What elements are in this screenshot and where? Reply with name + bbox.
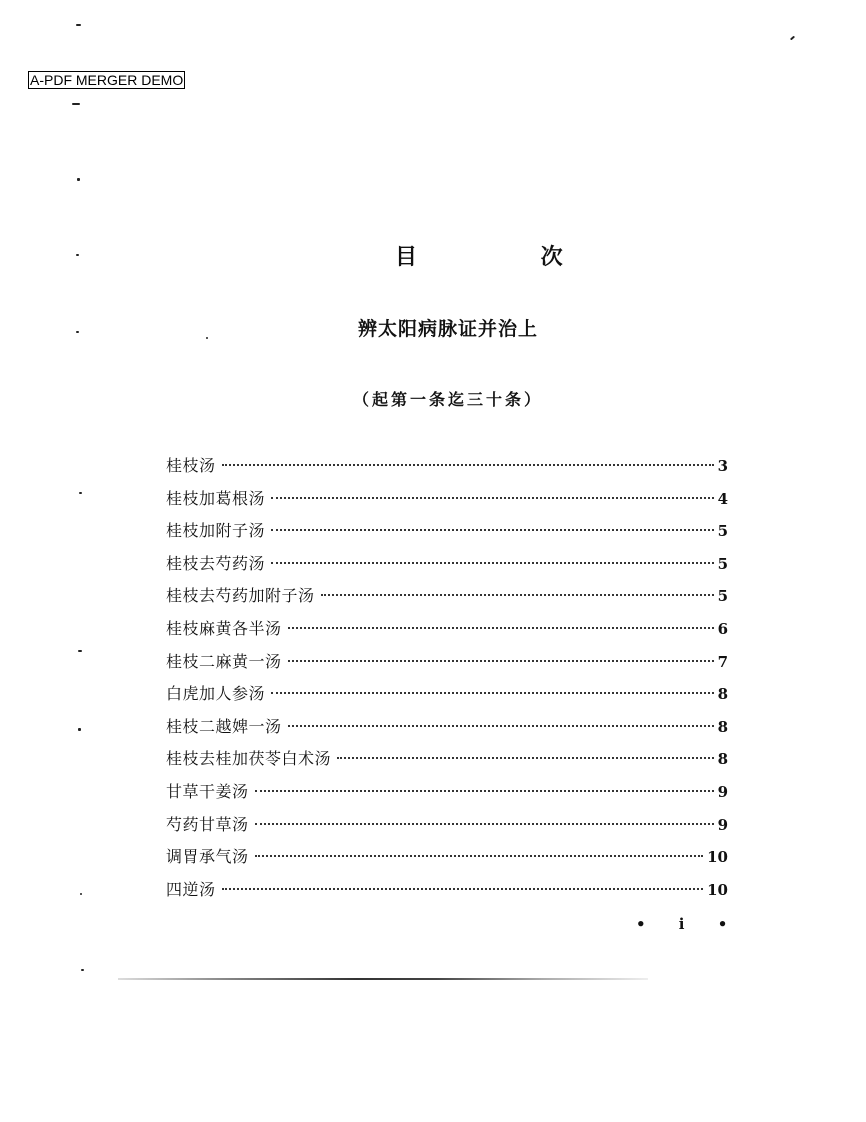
toc-entry-name: 调胃承气汤 [166,847,249,867]
scan-speck [206,337,208,339]
toc-entry[interactable] [166,683,728,716]
toc-entry-name: 四逆汤 [166,879,216,899]
toc-entry-page: 5 [717,522,728,541]
scan-speck [790,36,795,41]
scan-speck [77,178,80,181]
toc-entry-page: 5 [717,587,728,606]
dot-leader [271,529,714,531]
toc-entry-name: 桂枝二麻黄一汤 [166,651,282,671]
toc-entry-page: 4 [717,489,728,508]
toc-entry-page: 9 [717,782,728,801]
dot-leader [222,464,714,466]
dot-leader [271,692,714,694]
toc-entry[interactable] [166,618,728,651]
toc-entry[interactable] [166,488,728,521]
toc-entry-name: 桂枝麻黄各半汤 [166,618,282,638]
dot-leader [288,627,714,629]
section-range: （起第一条迄三十条） [352,390,543,409]
toc-entry-page: 3 [717,457,728,475]
toc-entry-page: 9 [717,815,728,834]
scan-speck [76,331,79,333]
section-heading: 辨太阳病脉证并治上 [357,318,538,340]
toc-entry-page: 10 [707,848,728,867]
toc-entry[interactable] [166,553,728,586]
toc-entry[interactable] [166,781,728,814]
scan-speck [81,969,84,971]
table-of-contents [166,455,728,911]
dot-leader [288,660,714,662]
page-number: • i • [636,915,742,933]
scan-speck [76,24,81,26]
toc-entry[interactable] [166,585,728,618]
toc-entry-name: 桂枝去芍药加附子汤 [166,586,315,606]
toc-entry[interactable] [166,520,728,553]
toc-entry-page: 10 [707,880,728,899]
scan-speck [78,650,82,652]
toc-entry-page: 6 [717,619,728,638]
toc-entry-name: 桂枝加附子汤 [166,521,266,541]
dot-leader [321,594,714,596]
toc-entry-name: 芍药甘草汤 [166,814,249,834]
scan-speck [72,103,80,105]
scan-speck [76,254,79,256]
dot-leader [255,790,714,792]
toc-entry-page: 8 [717,717,728,736]
toc-entry-name: 桂枝去芍药汤 [166,553,266,573]
watermark-label: A-PDF MERGER DEMO [30,72,184,88]
toc-entry[interactable] [166,879,728,912]
toc-entry[interactable] [166,651,728,684]
toc-entry[interactable] [166,748,728,781]
dot-leader [288,725,714,727]
toc-entry-name: 桂枝加葛根汤 [166,488,266,508]
toc-entry[interactable] [166,455,728,488]
toc-entry[interactable] [166,814,728,847]
toc-entry-name: 桂枝去桂加茯苓白术汤 [166,749,332,769]
scan-speck [80,893,82,895]
toc-entry-page: 5 [717,554,728,573]
toc-entry-name: 桂枝二越婢一汤 [166,716,282,736]
toc-entry-name: 桂枝汤 [166,456,216,475]
dot-leader [271,497,714,499]
dot-leader [255,855,704,857]
toc-entry-name: 甘草干姜汤 [166,781,249,801]
toc-entry-page: 8 [717,685,728,704]
dot-leader [255,823,714,825]
page-title: 目 次 [395,245,621,270]
dot-leader [271,562,714,564]
toc-entry[interactable] [166,716,728,749]
scan-speck [79,492,82,494]
dot-leader [222,888,704,890]
toc-entry-name: 白虎加人参汤 [166,684,266,704]
toc-entry-page: 8 [717,750,728,769]
toc-entry[interactable] [166,846,728,879]
toc-entry-page: 7 [717,652,728,671]
scan-speck [78,728,81,731]
bottom-rule [118,978,648,980]
dot-leader [337,757,714,759]
